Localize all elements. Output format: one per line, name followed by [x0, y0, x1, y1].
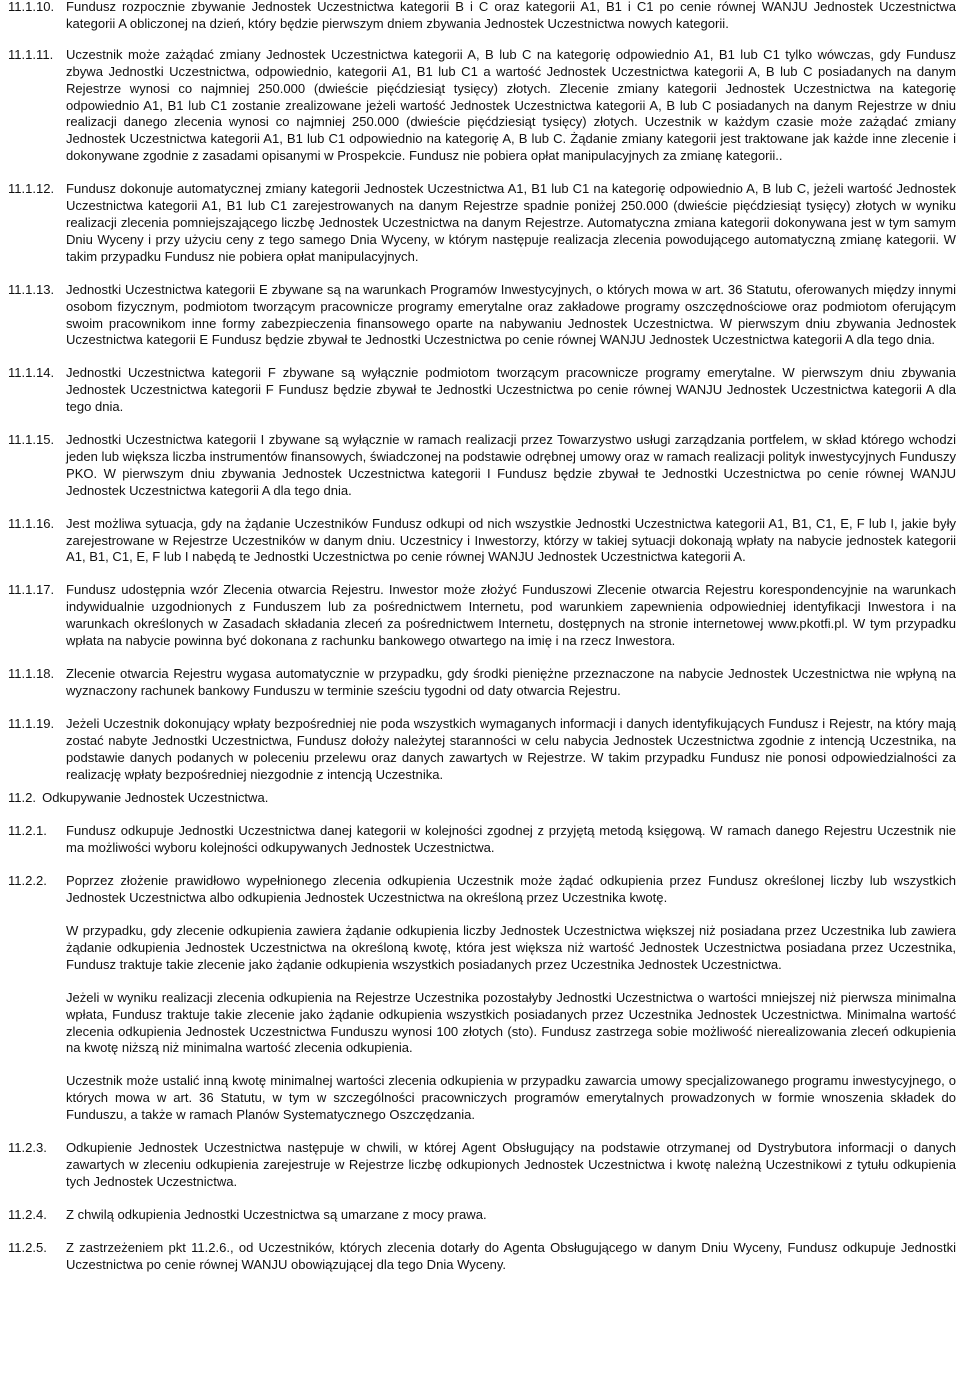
clause-number: 11.2.2.: [8, 873, 47, 889]
clause-11-2-1: [8, 823, 956, 857]
clause-text: Jednostki Uczestnictwa kategorii I zbywane są wyłącznie w ramach realizacji przez Towarzystwo usługi zarządzania portfelem, w skład którego wchodzi jeden lub większa liczba instrumentów finansowych, świadczonej na podstawie odrębnej umowy oraz w ramach realizacji polityk inwestycyjnych Funduszy PKO. W pierwszym dniu zbywania Jednostek Uczestnictwa kategorii I Fundusz będzie zbywał te Jednostki Uczestnictwa po cenie równej WANJU Jednostek Uczestnictwa kategorii A dla tego dnia.: [66, 432, 956, 498]
clause-text: Jednostki Uczestnictwa kategorii E zbywane są na warunkach Programów Inwestycyjnych, o których mowa w art. 36 Statutu, oferowanych między innymi osobom fizycznym, podmiotom tworzącym pracownicze programy emerytalne oraz zakładowe programy oszczędnościowe oraz podmiotom oferującym swoim pracownikom inne formy zabezpieczenia finansowego oparte na nabywaniu Jednostek Uczestnictwa. W pierwszym dniu zbywania Jednostek Uczestnictwa kategorii E Fundusz będzie zbywał te Jednostki Uczestnictwa po cenie równej WANJU Jednostek Uczestnictwa kategorii A dla tego dnia.: [66, 281, 956, 348]
clause-number: 11.2.5.: [8, 1239, 47, 1255]
clause-number: 11.1.17.: [8, 582, 55, 598]
section-heading-11-2: [8, 790, 956, 807]
clause-text: Jednostki Uczestnictwa kategorii F zbywane są wyłącznie podmiotom tworzącym pracownicze programy emerytalne. W pierwszym dniu zbywania Jednostek Uczestnictwa kategorii F Fundusz będzie zbywał te Jednostki Uczestnictwa po cenie równej WANJU Jednostek Uczestnictwa kategorii A dla tego dnia.: [66, 365, 956, 415]
clause-number: 11.1.14.: [8, 365, 55, 381]
clause-11-1-13: [8, 282, 956, 350]
clause-11-2-2-paragraph: Uczestnik może ustalić inną kwotę minimalnej wartości zlecenia odkupienia w przypadku zawarcia umowy specjalizowanego programu inwestycyjnego, o których mowa w art. 36 Statutu, w tym w szczególności pracowniczych programów emerytalnych prowadzonych w formie wnoszenia składek do Funduszu, a także w ramach Planów Systematycznego Oszczędzania.: [66, 1073, 956, 1123]
clause-text: Fundusz odkupuje Jednostki Uczestnictwa danej kategorii w kolejności zgodnej z przyjętą metodą księgową. W ramach danego Rejestru Uczestnik nie ma możliwości wyboru kolejności odkupywanych Jednostek Uczestnictwa.: [66, 823, 956, 856]
clause-number: 11.1.16.: [8, 515, 55, 531]
clause-11-1-11: [8, 47, 956, 165]
clause-number: 11.2.1.: [8, 823, 47, 839]
clause-text: Fundusz dokonuje automatycznej zmiany kategorii Jednostek Uczestnictwa A1, B1 lub C1 na kategorię odpowiednio A, B lub C, jeżeli wartość Jednostek Uczestnictwa kategorii A1, B1 lub C1 zarejestrowanych na danym Rejestrze spadnie poniżej 250.000 (dwieście pięćdziesiąt tysięcy) złotych w wyniku realizacji zlecenia pomniejszającego liczbę Jednostek Uczestnictwa na danym Rejestrze. Automatyczna zmiana kategorii dokonywana jest w tym samym Dniu Wyceny i przy użyciu ceny z tego samego Dnia Wyceny, w którym następuje realizacja zlecenia powodującego automatyczną zmianę kategorii. W takim przypadku Fundusz nie pobiera opłat manipulacyjnych.: [66, 181, 956, 264]
clause-11-1-14: [8, 365, 956, 416]
clause-number: 11.1.15.: [8, 432, 55, 448]
section-number: 11.2.: [8, 790, 37, 806]
clause-number: 11.1.13.: [8, 281, 55, 297]
clause-number: 11.2.3.: [8, 1140, 47, 1156]
clause-number: 11.1.11.: [8, 46, 54, 62]
clause-number: 11.2.4.: [8, 1206, 47, 1222]
clause-text: Fundusz udostępnia wzór Zlecenia otwarcia Rejestru. Inwestor może złożyć Funduszowi Zlecenie otwarcia Rejestru korespondencyjnie na warunkach indywidualnie uzgodnionych z Funduszem lub za pośrednictwem Internetu, pod warunkiem zapewnienia odpowiedniej identyfikacji Inwestora i na warunkach określonych w Zasadach składania zleceń za pośrednictwem Internetu, dostępnych na stronie internetowej www.pkotfi.pl. W tym przypadku wpłata na nabycie powinna być dokonana z rachunku bankowego otwartego na imię i na rzecz Inwestora.: [66, 582, 956, 649]
clause-text: Fundusz rozpocznie zbywanie Jednostek Uczestnictwa kategorii B i C oraz kategorii A1, B1 i C1 po cenie równej WANJU Jednostek Uczestnictwa kategorii A obliczonej na dzień, który będzie pierwszym dniem zbywania Jednostek Uczestnictwa nowych kategorii.: [66, 0, 956, 31]
clause-11-2-4: [8, 1207, 956, 1224]
clause-11-2-2-paragraph: Jeżeli w wyniku realizacji zlecenia odkupienia na Rejestrze Uczestnika pozostałyby Jednostki Uczestnictwa o wartości mniejszej niż pierwsza minimalna wpłata, Fundusz traktuje takie zlecenie jako żądanie odkupienia wszystkich posiadanych przez Uczestnika Jednostek Uczestnictwa. Minimalna wartość zlecenia odkupienia Jednostek Uczestnictwa Funduszu wynosi 100 złotych (sto). Fundusz zastrzega sobie możliwość nierealizowania zleceń odkupienia na kwotę niższą niż minimalna wartość zlecenia odkupienia.: [66, 989, 956, 1056]
clause-text: Zlecenie otwarcia Rejestru wygasa automatycznie w przypadku, gdy środki pieniężne przeznaczone na nabycie Jednostek Uczestnictwa nie wpłyną na wyznaczony rachunek bankowy Funduszu w terminie sześciu tygodni od daty otwarcia Rejestru.: [66, 666, 956, 698]
clause-text: Z chwilą odkupienia Jednostki Uczestnictwa są umarzane z mocy prawa.: [66, 1206, 487, 1222]
clause-11-1-15: [8, 432, 956, 500]
clause-11-2-2: [8, 873, 956, 907]
clause-11-1-10: [8, 0, 956, 33]
clause-number: 11.1.10.: [8, 0, 55, 14]
clause-11-1-12: [8, 181, 956, 266]
clause-11-1-16: [8, 516, 956, 567]
clause-number: 11.1.12.: [8, 181, 55, 197]
clause-11-1-19: [8, 716, 956, 784]
clause-text: Odkupienie Jednostek Uczestnictwa następuje w chwili, w której Agent Obsługujący na podstawie otrzymanej od Dystrybutora informacji o danych zawartych w zleceniu odkupienia zarejestruje w Rejestrze liczbę odkupionych Jednostek Uczestnictwa i kwotę należną Uczestnikowi z tytułu odkupienia tych Jednostek Uczestnictwa.: [66, 1140, 956, 1189]
clause-11-2-3: [8, 1140, 956, 1191]
clause-number: 11.1.18.: [8, 666, 55, 681]
clause-11-1-17: [8, 582, 956, 650]
clause-text: Poprzez złożenie prawidłowo wypełnionego zlecenia odkupienia Uczestnik może żądać odkupienia przez Fundusz określonej liczby lub wszystkich Jednostek Uczestnictwa albo odkupienia Jednostek Uczestnictwa na określoną przez Uczestnika kwotę.: [66, 873, 956, 906]
section-title: Odkupywanie Jednostek Uczestnictwa.: [42, 790, 269, 806]
clause-11-2-2-paragraph: W przypadku, gdy zlecenie odkupienia zawiera żądanie odkupienia liczby Jednostek Uczestnictwa większej niż posiadana przez Uczestnika lub zawiera żądanie odkupienia Jednostek Uczestnictwa na określoną kwotę, która jest większa niż wartość Jednostek Uczestnictwa posiadana przez Uczestnika, Fundusz traktuje takie zlecenie jako żądanie odkupienia wszystkich posiadanych przez Uczestnika Jednostek Uczestnictwa.: [66, 922, 956, 972]
clause-text: Jest możliwa sytuacja, gdy na żądanie Uczestników Fundusz odkupi od nich wszystkie Jednostki Uczestnictwa kategorii A1, B1, C1, E, F lub I, jakie były zarejestrowane w Rejestrze Uczestników w danym dniu. Uczestnicy i Inwestorzy, którzy w takiej sytuacji dokonają wpłaty na nabycie jednostek kategorii A1, B1, C1, E, F lub I nabędą te Jednostki Uczestnictwa po cenie równej WANJU Jednostek Uczestnictwa kategorii A.: [66, 515, 956, 565]
clause-text: Uczestnik może zażądać zmiany Jednostek Uczestnictwa kategorii A, B lub C na kategorię odpowiednio A1, B1 lub C1 tylko wówczas, gdy Fundusz zbywa Jednostki Uczestnictwa, odpowiednio, kategorii A1, B1 lub C1 a wartość Jednostek Uczestnictwa kategorii A, B lub C posiadanych na danym Rejestrze wynosi co najmniej 250.000 (dwieście pięćdziesiąt tysięcy) złotych. Zlecenie zmiany kategorii Jednostek Uczestnictwa na kategorię odpowiednio A1, B1 lub C1 zostanie zrealizowane jeżeli wartość Jednostek Uczestnictwa kategorii A, B lub C posiadanych na danym Rejestrze w dniu realizacji danego zlecenia wynosi co najmniej 250.000 (dwieście pięćdziesiąt tysięcy) złotych. Uczestnik w każdym czasie może zażądać zmiany Jednostek Uczestnictwa kategorii A1, B1 lub C1 odpowiednio na kategorię A, B lub C. Żądanie zmiany kategorii jest traktowane jak każde inne zlecenie i dokonywane zgodnie z zasadami opisanymi w Prospekcie. Fundusz nie pobiera opłat manipulacyjnych za zmianę kategorii..: [66, 46, 956, 164]
clause-11-1-18: [8, 666, 956, 700]
clause-number: 11.1.19.: [8, 715, 55, 731]
clause-11-2-5: [8, 1240, 956, 1274]
clause-text: Jeżeli Uczestnik dokonujący wpłaty bezpośredniej nie poda wszystkich wymaganych informacji i danych identyfikujących Fundusz i Rejestr, na który mają zostać nabyte Jednostki Uczestnictwa, Fundusz dołoży należytej staranności w celu nabycia Jednostek Uczestnictwa zgodnie z intencją Uczestnika, na podstawie danych podanych w poleceniu przelewu oraz danych zawartych w Rejestrze. W takim przypadku Fundusz nie ponosi odpowiedzialności za realizację wpłaty bezpośredniej niezgodnie z intencją Uczestnika.: [66, 715, 956, 782]
clause-text: Z zastrzeżeniem pkt 11.2.6., od Uczestników, których zlecenia dotarły do Agenta Obsługującego w danym Dniu Wyceny, Fundusz odkupuje Jednostki Uczestnictwa po cenie równej WANJU obowiązującej dla tego Dnia Wyceny.: [66, 1239, 956, 1272]
